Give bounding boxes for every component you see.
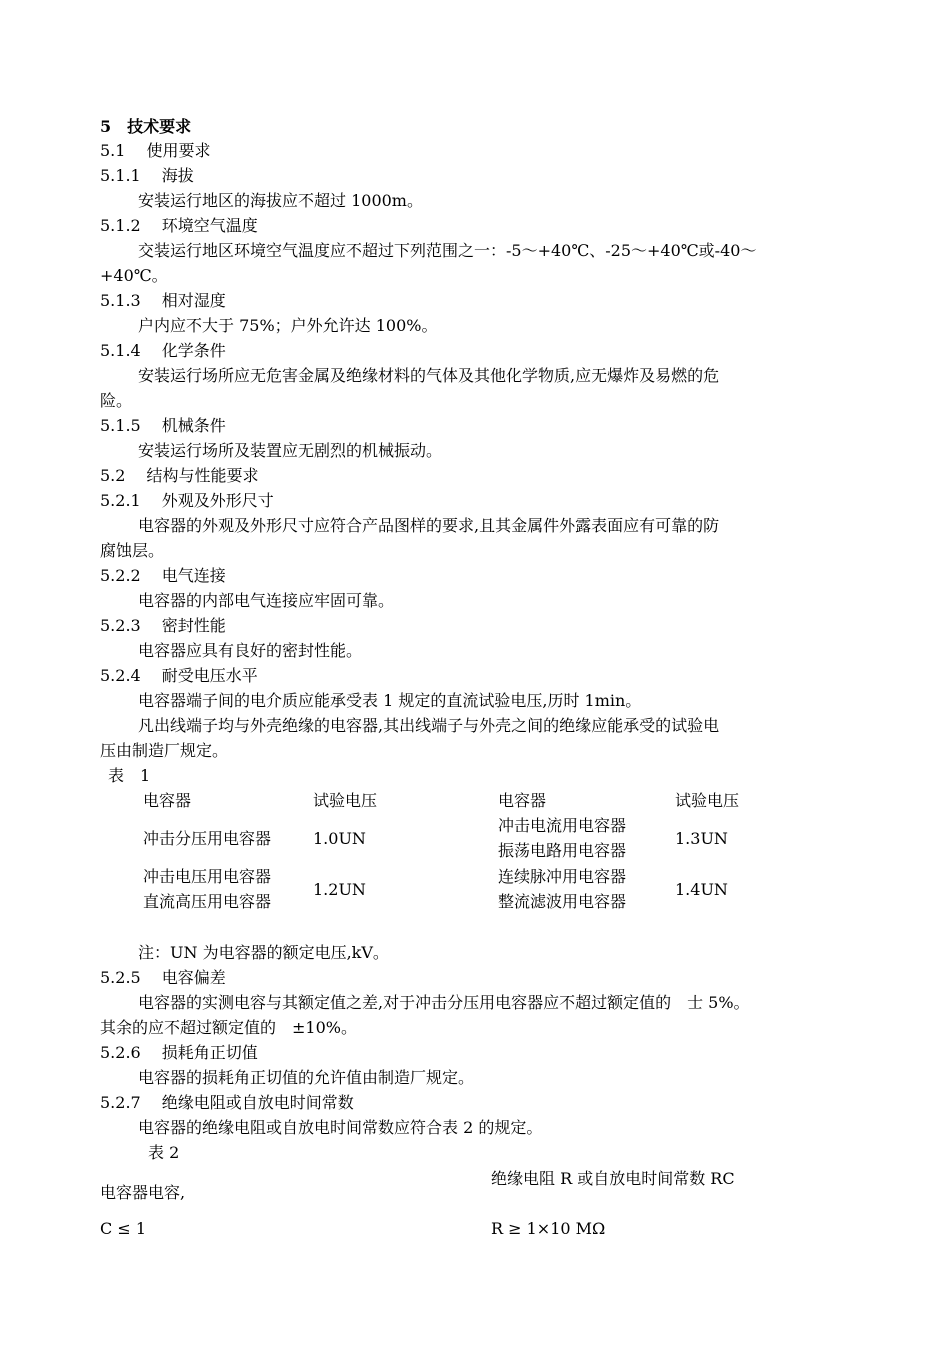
clause-heading: 5.2.3 密封性能 <box>100 616 226 635</box>
clause-heading: 5.1.3 相对湿度 <box>100 291 226 310</box>
clause-heading: 5.1.4 化学条件 <box>100 341 226 360</box>
clause-heading: 5.2.4 耐受电压水平 <box>100 666 258 685</box>
paragraph: 电容器的内部电气连接应牢固可靠。 <box>138 591 395 610</box>
table-caption: 表 1 <box>108 766 151 785</box>
subsection-heading: 5.2 结构与性能要求 <box>100 466 259 485</box>
subsection-heading: 5.1 使用要求 <box>100 141 211 160</box>
table-header: 试验电压 <box>675 791 740 810</box>
paragraph-continuation: +40℃。 <box>100 266 168 285</box>
table-header: 电容器电容, <box>100 1183 186 1202</box>
paragraph: 电容器的绝缘电阻或自放电时间常数应符合表 2 的规定。 <box>138 1118 543 1137</box>
paragraph-continuation: 险。 <box>100 391 133 410</box>
clause-heading: 5.1.1 海拔 <box>100 166 194 185</box>
table-cell: 1.3UN <box>675 829 728 848</box>
paragraph: 电容器的损耗角正切值的允许值由制造厂规定。 <box>138 1068 475 1087</box>
paragraph: 户内应不大于 75%；户外允许达 100%。 <box>138 316 438 335</box>
table-cell: 冲击电流用电容器 <box>498 816 627 835</box>
paragraph-continuation: 压由制造厂规定。 <box>100 741 229 760</box>
table-cell: C ≤ 1 <box>100 1219 146 1238</box>
table-cell: 直流高压用电容器 <box>143 892 272 911</box>
table-cell: 连续脉冲用电容器 <box>498 867 627 886</box>
table-header: 电容器 <box>143 791 192 810</box>
paragraph: 凡出线端子均与外壳绝缘的电容器,其出线端子与外壳之间的绝缘应能承受的试验电 <box>138 716 720 735</box>
table-header: 试验电压 <box>313 791 378 810</box>
clause-heading: 5.2.6 损耗角正切值 <box>100 1043 258 1062</box>
table-cell: 振荡电路用电容器 <box>498 841 627 860</box>
table-cell: R ≥ 1×10 MΩ <box>491 1219 606 1238</box>
paragraph: 交装运行地区环境空气温度应不超过下列范围之一：-5～+40℃、-25～+40℃或-40～ <box>138 241 757 260</box>
paragraph: 电容器端子间的电介质应能承受表 1 规定的直流试验电压,历时 1min。 <box>138 691 642 710</box>
paragraph: 电容器的外观及外形尺寸应符合产品图样的要求,且其金属件外露表面应有可靠的防 <box>138 516 720 535</box>
table-cell: 冲击分压用电容器 <box>143 829 272 848</box>
table-cell: 1.2UN <box>313 880 366 899</box>
table-cell: 1.0UN <box>313 829 366 848</box>
paragraph: 电容器的实测电容与其额定值之差,对于冲击分压用电容器应不超过额定值的 士 5%。 <box>138 993 750 1012</box>
clause-heading: 5.1.5 机械条件 <box>100 416 226 435</box>
table-note: 注：UN 为电容器的额定电压,kV。 <box>138 943 389 962</box>
clause-heading: 5.2.5 电容偏差 <box>100 968 226 987</box>
table-cell: 1.4UN <box>675 880 728 899</box>
paragraph: 安装运行地区的海拔应不超过 1000m。 <box>138 191 423 210</box>
clause-heading: 5.1.2 环境空气温度 <box>100 216 258 235</box>
table-cell: 整流滤波用电容器 <box>498 892 627 911</box>
paragraph-continuation: 腐蚀层。 <box>100 541 165 560</box>
clause-heading: 5.2.1 外观及外形尺寸 <box>100 491 274 510</box>
paragraph-continuation: 其余的应不超过额定值的 ±10%。 <box>100 1018 357 1037</box>
clause-heading: 5.2.2 电气连接 <box>100 566 226 585</box>
paragraph: 安装运行场所应无危害金属及绝缘材料的气体及其他化学物质,应无爆炸及易燃的危 <box>138 366 720 385</box>
clause-heading: 5.2.7 绝缘电阻或自放电时间常数 <box>100 1093 354 1112</box>
table-header: 绝缘电阻 R 或自放电时间常数 RC <box>491 1169 735 1188</box>
paragraph: 安装运行场所及装置应无剧烈的机械振动。 <box>138 441 443 460</box>
table-header: 电容器 <box>498 791 547 810</box>
table-caption: 表 2 <box>148 1143 180 1162</box>
paragraph: 电容器应具有良好的密封性能。 <box>138 641 363 660</box>
table-cell: 冲击电压用电容器 <box>143 867 272 886</box>
section-heading: 5 技术要求 <box>100 117 192 136</box>
